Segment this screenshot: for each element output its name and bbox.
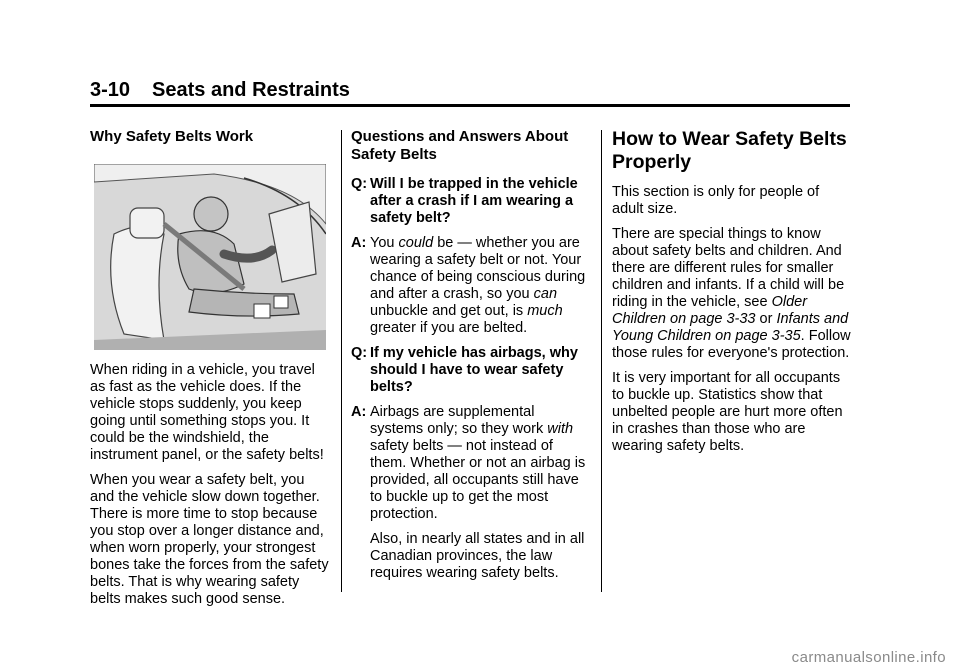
section-title: Seats and Restraints — [152, 79, 350, 101]
emphasis-text: can — [533, 286, 558, 302]
answer-2-continued — [351, 531, 591, 582]
question-2 — [351, 345, 591, 396]
paragraph-adult-size: This section is only for people of adult size. — [612, 184, 820, 217]
paragraph-why-belts-2: When you wear a safety belt, you and the vehicle slow down together. There is more time to stop because you stop over a longer distance and, when worn properly, your strongest bones take the forces from the safety belts. That is why wearing safety belts makes such good sense. — [90, 472, 329, 607]
column-divider — [601, 130, 602, 592]
question-1 — [351, 176, 591, 227]
question-text: If my vehicle has airbags, why should I have to wear safety belts? — [370, 345, 578, 395]
heading-how-to-wear-safety-belts: How to Wear Safety Belts Properly — [612, 128, 847, 173]
paragraph-text: There are special things to know about safety belts and children. And there are different rules for smaller children and infants. If a child will be riding in the vehicle, see — [612, 226, 845, 310]
crash-dummy-drawing — [94, 164, 326, 350]
page-number: 3-10 — [90, 79, 131, 101]
answer-text: safety belts — not instead of them. Whether or not an airbag is provided, all occupants still have to buckle up to get the most protection. — [370, 438, 586, 522]
answer-label: A: — [351, 404, 367, 420]
question-text: Will I be trapped in the vehicle after a crash if I am wearing a safety belt? — [370, 176, 578, 226]
crash-dummy-illustration — [94, 164, 326, 350]
answer-text: Also, in nearly all states and in all Canadian provinces, the law requires wearing safety belts. — [370, 531, 585, 581]
emphasis-text: much — [527, 303, 563, 319]
emphasis-text: with — [547, 421, 574, 437]
answer-1 — [351, 235, 591, 337]
heading-why-safety-belts-work: Why Safety Belts Work — [90, 128, 254, 145]
answer-label: A: — [351, 235, 367, 251]
paragraph-children-rules — [612, 226, 852, 362]
cross-reference-link[interactable]: Older Children on page 3-33 — [612, 294, 808, 327]
answer-text: Airbags are supplemental systems only; so they work — [370, 404, 548, 437]
answer-2 — [351, 404, 591, 523]
answer-text: You — [370, 235, 399, 251]
heading-questions-and-answers: Questions and Answers About Safety Belts — [351, 128, 569, 163]
page-header — [90, 78, 350, 102]
paragraph-text: . Follow those rules for everyone's protection. — [612, 328, 851, 361]
column-how-to-wear — [612, 128, 852, 455]
column-questions-answers — [351, 128, 591, 582]
answer-text: be — whether you are wearing a safety belt or not. Your chance of being conscious during and after a crash, so you — [370, 235, 586, 302]
answer-text: greater if you are belted. — [370, 320, 528, 336]
header-rule — [90, 104, 850, 107]
question-label: Q: — [351, 345, 368, 361]
paragraph-why-belts-1: When riding in a vehicle, you travel as fast as the vehicle does. If the vehicle stops suddenly, you keep going until something stops you. It could be the windshield, the instrument panel, or the safety belts! — [90, 362, 324, 463]
paragraph-buckle-up: It is very important for all occupants to buckle up. Statistics show that unbelted people are hurt more often in crashes than those who are wearing safety belts. — [612, 370, 843, 454]
question-label: Q: — [351, 176, 368, 192]
emphasis-text: could — [398, 235, 434, 251]
paragraph-text: or — [755, 311, 777, 327]
column-why-safety-belts — [90, 128, 330, 608]
answer-text: unbuckle and get out, is — [370, 303, 528, 319]
column-divider — [341, 130, 342, 592]
cross-reference-link[interactable]: Infants and Young Children on page 3-35 — [612, 311, 849, 344]
watermark-text: carmanualsonline.info — [791, 649, 946, 666]
